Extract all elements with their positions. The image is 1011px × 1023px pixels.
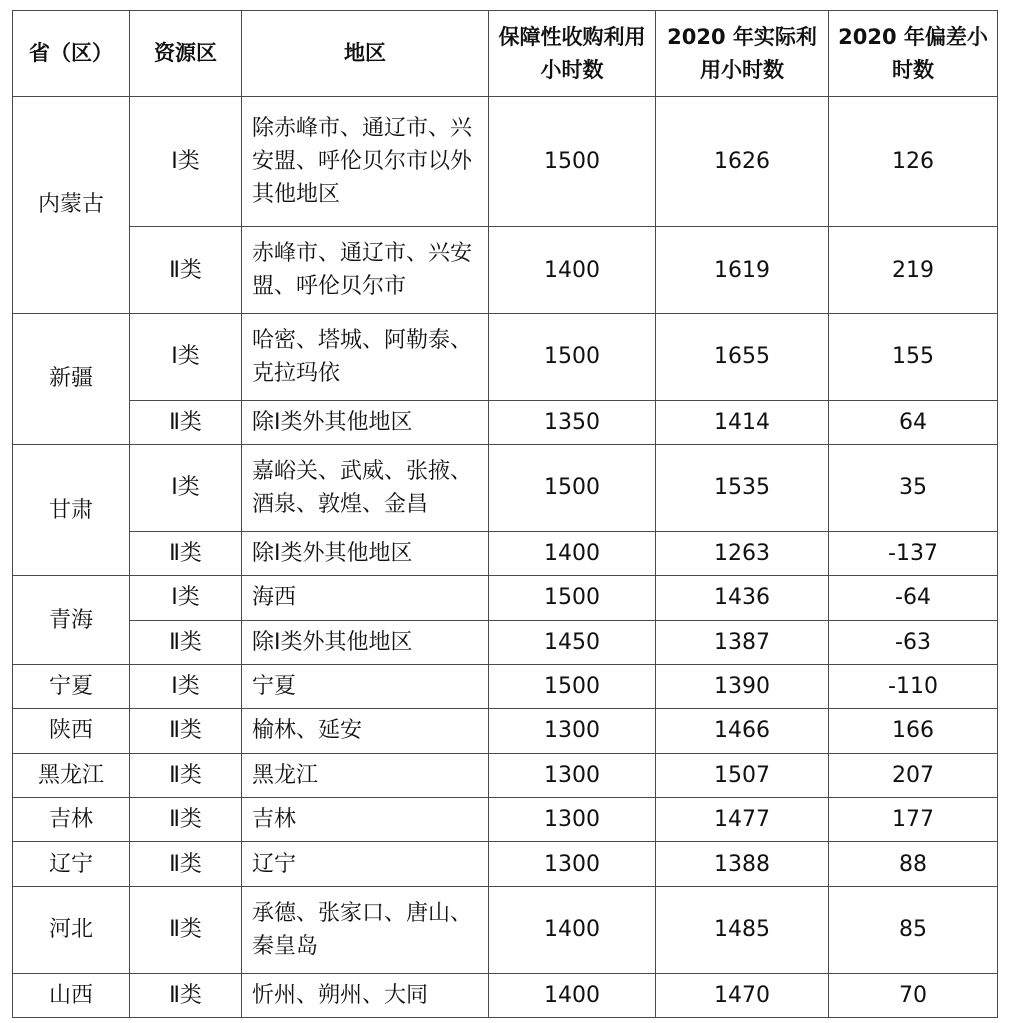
guarantee-cell: 1400 [489,886,656,973]
guarantee-cell: 1400 [489,973,656,1018]
actual-cell: 1535 [656,445,829,532]
header-guarantee-hours: 保障性收购利用小时数 [489,11,656,97]
area-cell: 除Ⅰ类外其他地区 [242,400,489,444]
header-zone: 资源区 [130,11,242,97]
province-cell: 新疆 [13,313,130,444]
table-row [13,973,998,1018]
table-row [13,531,998,575]
deviation-cell: 126 [829,97,998,227]
zone-cell: Ⅰ类 [130,313,242,400]
province-cell: 宁夏 [13,664,130,708]
deviation-cell: -64 [829,576,998,620]
actual-cell: 1466 [656,709,829,753]
zone-cell: Ⅱ类 [130,400,242,444]
actual-cell: 1388 [656,842,829,886]
actual-cell: 1387 [656,620,829,664]
guarantee-cell: 1350 [489,400,656,444]
deviation-cell: 85 [829,886,998,973]
province-cell: 内蒙古 [13,97,130,314]
actual-cell: 1477 [656,798,829,842]
actual-cell: 1436 [656,576,829,620]
area-cell: 辽宁 [242,842,489,886]
deviation-cell: 35 [829,445,998,532]
area-cell: 海西 [242,576,489,620]
actual-cell: 1507 [656,753,829,797]
header-row [13,11,998,97]
deviation-cell: 64 [829,400,998,444]
zone-cell: Ⅰ类 [130,445,242,532]
guarantee-cell: 1400 [489,531,656,575]
table-row [13,709,998,753]
guarantee-cell: 1500 [489,445,656,532]
table-row [13,620,998,664]
table-row [13,313,998,400]
actual-cell: 1390 [656,664,829,708]
actual-cell: 1263 [656,531,829,575]
zone-cell: Ⅱ类 [130,798,242,842]
actual-cell: 1470 [656,973,829,1018]
guarantee-cell: 1500 [489,313,656,400]
actual-cell: 1626 [656,97,829,227]
guarantee-cell: 1300 [489,842,656,886]
province-cell: 辽宁 [13,842,130,886]
zone-cell: Ⅱ类 [130,973,242,1018]
zone-cell: Ⅱ类 [130,842,242,886]
area-cell: 黑龙江 [242,753,489,797]
table-row [13,227,998,314]
deviation-cell: -110 [829,664,998,708]
guarantee-cell: 1400 [489,227,656,314]
header-actual-hours: 2020 年实际利用小时数 [656,11,829,97]
table-row [13,664,998,708]
deviation-cell: 70 [829,973,998,1018]
province-cell: 青海 [13,576,130,665]
zone-cell: Ⅱ类 [130,753,242,797]
actual-cell: 1414 [656,400,829,444]
area-cell: 忻州、朔州、大同 [242,973,489,1018]
guarantee-cell: 1500 [489,664,656,708]
zone-cell: Ⅰ类 [130,97,242,227]
table-row [13,97,998,227]
area-cell: 宁夏 [242,664,489,708]
province-cell: 陕西 [13,709,130,753]
header-area: 地区 [242,11,489,97]
deviation-cell: 177 [829,798,998,842]
deviation-cell: 207 [829,753,998,797]
guarantee-cell: 1300 [489,753,656,797]
deviation-cell: 88 [829,842,998,886]
table-row [13,886,998,973]
zone-cell: Ⅰ类 [130,576,242,620]
table-row [13,842,998,886]
province-cell: 黑龙江 [13,753,130,797]
zone-cell: Ⅱ类 [130,886,242,973]
table-row [13,445,998,532]
area-cell: 嘉峪关、武威、张掖、酒泉、敦煌、金昌 [242,445,489,532]
area-cell: 除Ⅰ类外其他地区 [242,620,489,664]
utilization-hours-table [12,10,998,1018]
header-deviation-hours: 2020 年偏差小时数 [829,11,998,97]
area-cell: 除赤峰市、通辽市、兴安盟、呼伦贝尔市以外其他地区 [242,97,489,227]
deviation-cell: 155 [829,313,998,400]
table-row [13,798,998,842]
province-cell: 山西 [13,973,130,1018]
table-row [13,400,998,444]
province-cell: 吉林 [13,798,130,842]
guarantee-cell: 1300 [489,798,656,842]
area-cell: 承德、张家口、唐山、秦皇岛 [242,886,489,973]
province-cell: 甘肃 [13,445,130,576]
guarantee-cell: 1300 [489,709,656,753]
deviation-cell: 166 [829,709,998,753]
deviation-cell: -137 [829,531,998,575]
guarantee-cell: 1500 [489,576,656,620]
area-cell: 赤峰市、通辽市、兴安盟、呼伦贝尔市 [242,227,489,314]
actual-cell: 1619 [656,227,829,314]
table-row [13,576,998,620]
table-row [13,753,998,797]
header-province: 省（区） [13,11,130,97]
guarantee-cell: 1500 [489,97,656,227]
zone-cell: Ⅱ类 [130,227,242,314]
zone-cell: Ⅰ类 [130,664,242,708]
guarantee-cell: 1450 [489,620,656,664]
actual-cell: 1655 [656,313,829,400]
deviation-cell: 219 [829,227,998,314]
area-cell: 榆林、延安 [242,709,489,753]
deviation-cell: -63 [829,620,998,664]
zone-cell: Ⅱ类 [130,709,242,753]
area-cell: 除Ⅰ类外其他地区 [242,531,489,575]
actual-cell: 1485 [656,886,829,973]
province-cell: 河北 [13,886,130,973]
zone-cell: Ⅱ类 [130,531,242,575]
zone-cell: Ⅱ类 [130,620,242,664]
area-cell: 哈密、塔城、阿勒泰、克拉玛依 [242,313,489,400]
area-cell: 吉林 [242,798,489,842]
